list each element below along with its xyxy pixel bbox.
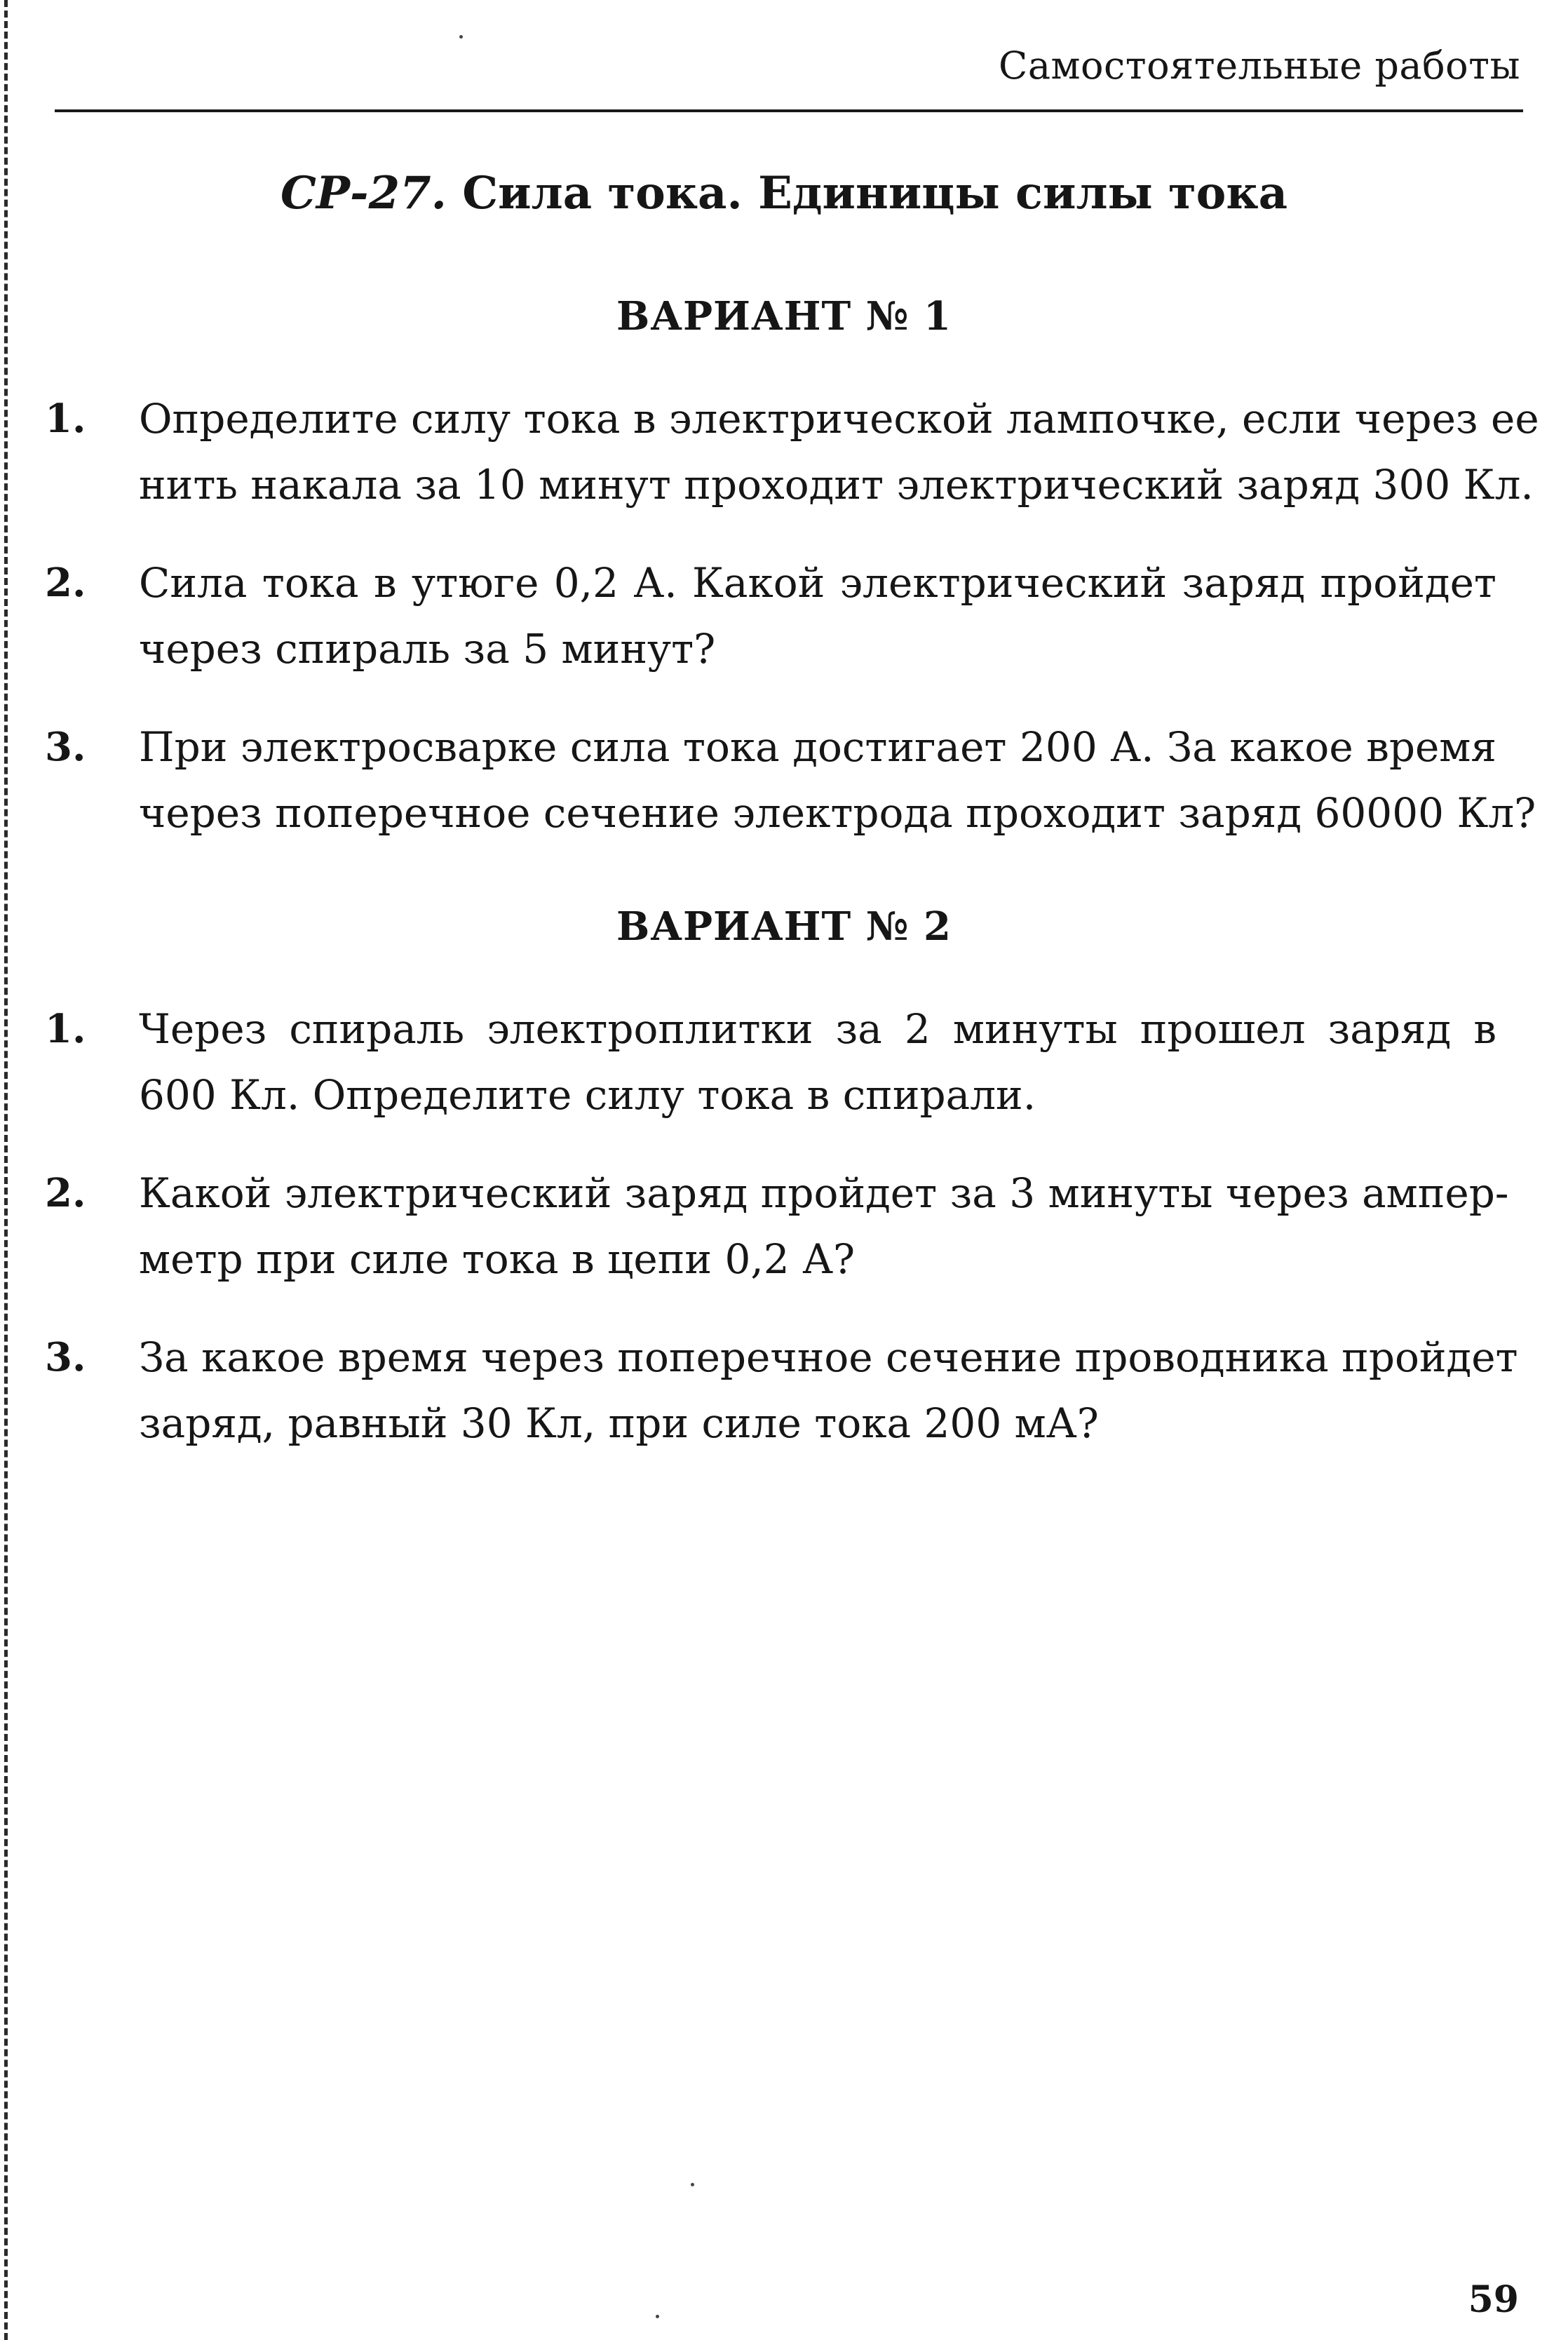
task-line: Через спираль электроплитки за 2 минуты прошел заряд в	[139, 1005, 1496, 1053]
task-number: 1.	[45, 1006, 86, 1052]
task-text	[139, 550, 1496, 682]
task-line: Какой электрический заряд пройдет за 3 минуты через ампер-	[139, 1169, 1509, 1217]
title-text: Сила тока. Единицы силы тока	[462, 167, 1288, 220]
task-line: 600 Кл. Определите силу тока в спирали.	[139, 1071, 1036, 1119]
task-line: Определите силу тока в электрической лампочке, если через ее	[139, 395, 1539, 443]
task-line: через спираль за 5 минут?	[139, 625, 716, 673]
scan-speck	[459, 35, 463, 39]
variant-heading-2: ВАРИАНТ № 2	[616, 903, 952, 950]
task-number: 3.	[45, 1334, 86, 1380]
running-head: Самостоятельные работы	[999, 43, 1520, 88]
task-line: метр при силе тока в цепи 0,2 А?	[139, 1235, 856, 1283]
task-number: 1.	[45, 396, 86, 442]
header-rule	[55, 109, 1523, 112]
task-text	[139, 1160, 1509, 1292]
cut-line	[4, 0, 8, 2340]
scan-speck	[656, 2315, 659, 2318]
task-number: 3.	[45, 724, 86, 770]
task-text	[139, 386, 1539, 518]
task-text	[139, 1324, 1518, 1456]
task-line: заряд, равный 30 Кл, при силе тока 200 мА?	[139, 1399, 1099, 1447]
variant-heading-1: ВАРИАНТ № 1	[616, 293, 952, 339]
page-number: 59	[1468, 2278, 1519, 2321]
task-line: Сила тока в утюге 0,2 А. Какой электрический заряд пройдет	[139, 559, 1496, 607]
task-line: При электросварке сила тока достигает 200 А. За какое время	[139, 723, 1496, 771]
task-text	[139, 996, 1496, 1128]
title-code: СР-27.	[280, 167, 447, 220]
task-text	[139, 714, 1536, 846]
task-line: через поперечное сечение электрода проходит заряд 60000 Кл?	[139, 789, 1536, 837]
task-line: нить накала за 10 минут проходит электрический заряд 300 Кл.	[139, 461, 1534, 509]
task-line: За какое время через поперечное сечение проводника пройдет	[139, 1333, 1518, 1381]
page-title	[0, 167, 1568, 220]
task-number: 2.	[45, 560, 86, 606]
task-number: 2.	[45, 1170, 86, 1216]
scan-speck	[691, 2183, 694, 2186]
